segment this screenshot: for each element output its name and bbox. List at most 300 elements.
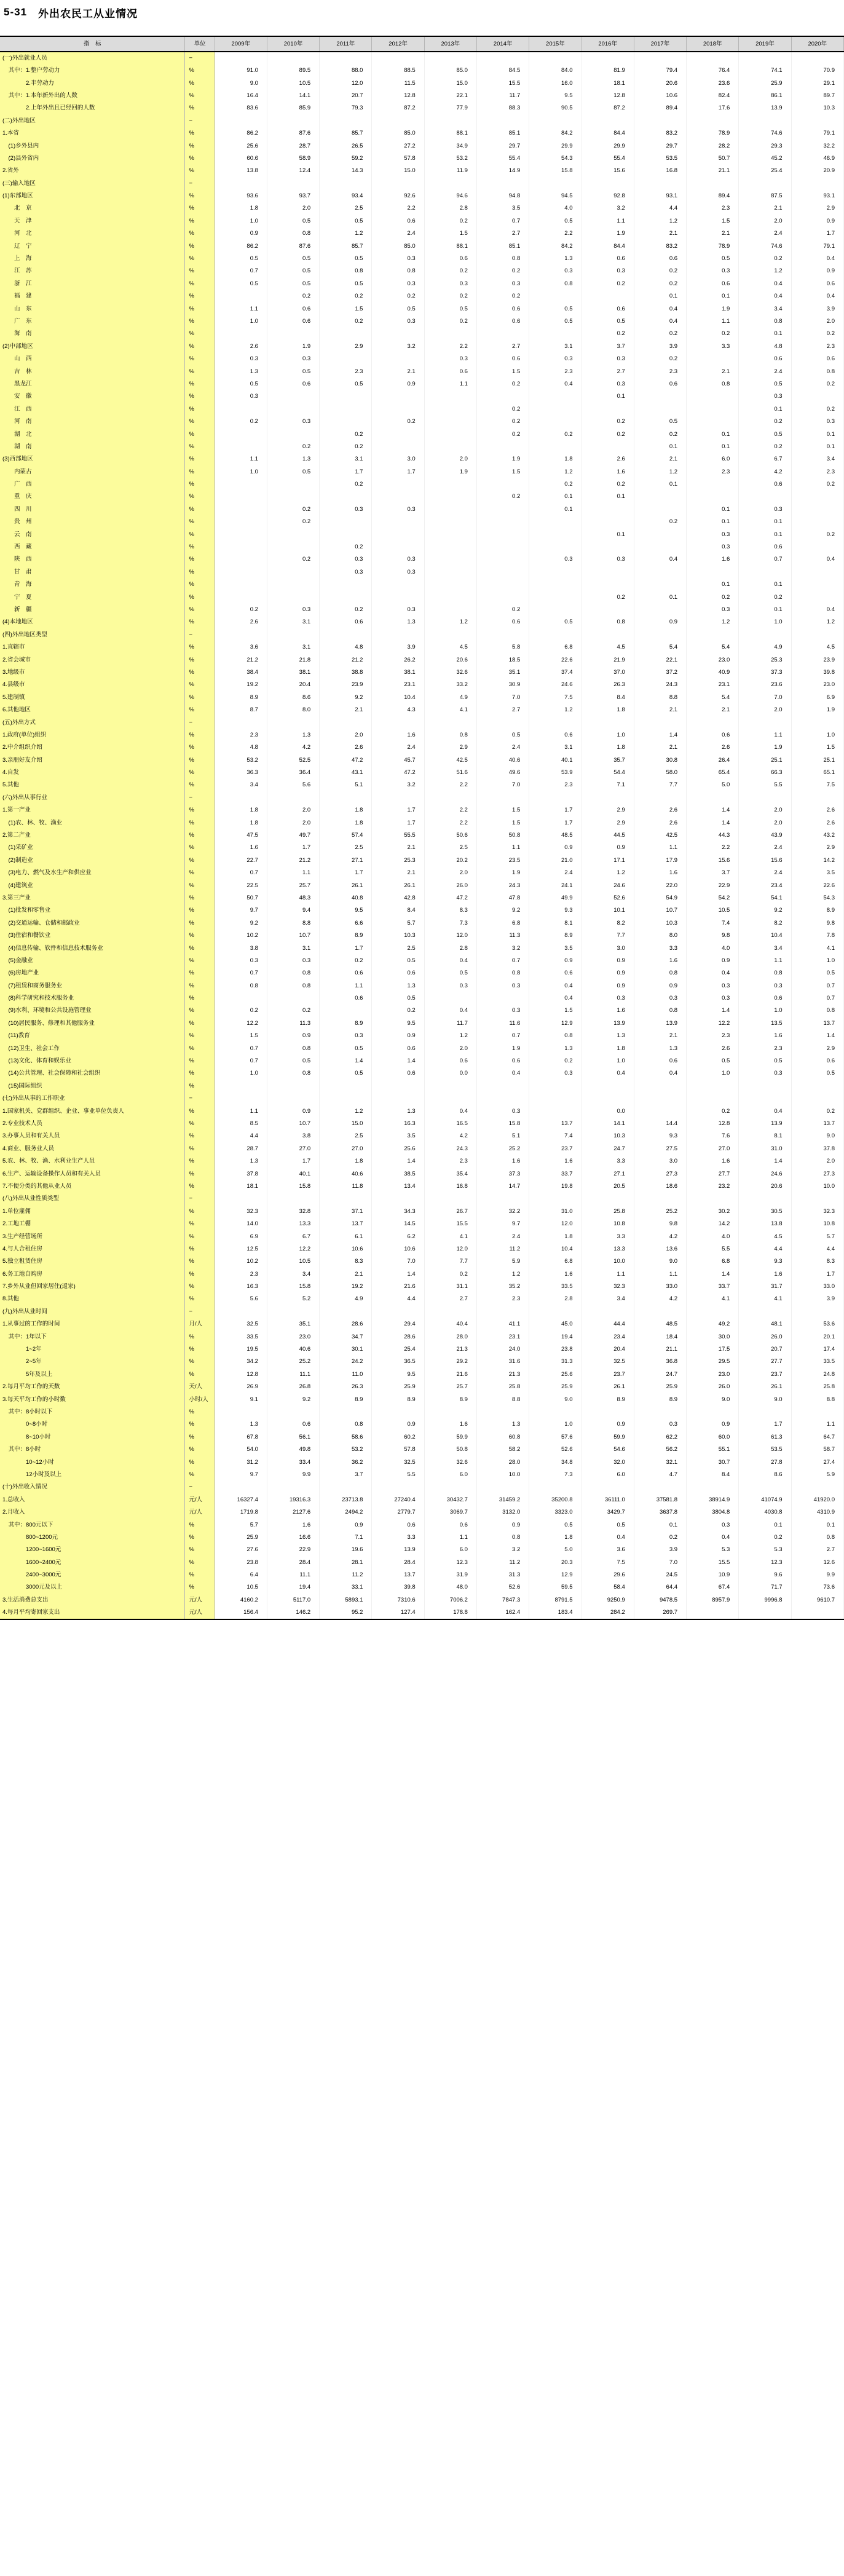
row-unit: %	[185, 967, 215, 979]
row-value	[476, 591, 529, 603]
row-value: 0.7	[215, 967, 267, 979]
row-value	[476, 52, 529, 65]
row-unit: %	[185, 1206, 215, 1218]
row-value	[267, 579, 319, 591]
row-value: 33.0	[791, 1281, 843, 1293]
row-value: 0.7	[476, 215, 529, 227]
row-value: 40.1	[267, 1167, 319, 1180]
row-value: 0.2	[634, 328, 686, 340]
row-value: 2127.6	[267, 1506, 319, 1519]
row-unit: %	[185, 1343, 215, 1356]
row-value: 0.1	[791, 441, 843, 453]
row-value: 10.0	[582, 1255, 634, 1268]
row-value: 25.6	[529, 1369, 582, 1381]
row-value: 25.1	[739, 754, 791, 766]
row-label: 广 西	[0, 478, 185, 491]
row-value: 0.6	[582, 253, 634, 265]
row-unit: %	[185, 1418, 215, 1431]
row-value: 8.3	[791, 1255, 843, 1268]
row-value	[424, 1092, 476, 1105]
row-label: (4)建筑业	[0, 879, 185, 891]
row-value: 0.5	[320, 378, 372, 390]
row-value: 7.6	[687, 1130, 739, 1142]
row-value: 0.2	[215, 416, 267, 428]
row-value: 74.6	[739, 240, 791, 252]
row-value: 2.5	[320, 1130, 372, 1142]
row-value: 0.5	[215, 278, 267, 290]
row-value	[739, 716, 791, 729]
row-value: 28.7	[267, 140, 319, 152]
row-value: 18.1	[215, 1180, 267, 1193]
row-value: 25.8	[791, 1381, 843, 1393]
row-value	[687, 1193, 739, 1205]
row-unit: %	[185, 90, 215, 102]
row-value: 7.5	[791, 779, 843, 791]
row-value: 27.2	[372, 140, 424, 152]
row-unit: %	[185, 816, 215, 829]
row-value: 0.6	[582, 302, 634, 315]
row-unit: %	[185, 1030, 215, 1042]
row-value: 2.2	[424, 804, 476, 816]
row-value: 5.7	[791, 1230, 843, 1243]
row-value	[320, 716, 372, 729]
row-unit: %	[185, 666, 215, 679]
table-row	[0, 904, 844, 917]
row-value: 0.3	[372, 566, 424, 579]
table-row	[0, 1030, 844, 1042]
row-value: 0.7	[215, 867, 267, 879]
table-row	[0, 704, 844, 716]
row-value: 23.7	[582, 1369, 634, 1381]
row-value: 0.9	[791, 215, 843, 227]
row-value	[791, 115, 843, 127]
row-value: 0.3	[267, 604, 319, 616]
row-value: 53.6	[791, 1318, 843, 1330]
row-value: 0.5	[529, 302, 582, 315]
row-value: 3.1	[320, 453, 372, 465]
row-value: 38.5	[372, 1167, 424, 1180]
row-value: 12.9	[529, 1569, 582, 1581]
row-value: 41920.0	[791, 1494, 843, 1506]
row-value: 9.3	[739, 1255, 791, 1268]
row-value: 49.6	[476, 767, 529, 779]
row-value: 2.6	[634, 804, 686, 816]
table-row	[0, 1268, 844, 1281]
row-value: 23.1	[687, 679, 739, 691]
row-value: 30.7	[687, 1456, 739, 1468]
row-unit: %	[185, 992, 215, 1005]
row-unit: %	[185, 729, 215, 741]
row-value: 12.0	[424, 1243, 476, 1255]
row-value: 23.0	[687, 654, 739, 666]
row-value: 0.8	[791, 1531, 843, 1544]
header-year: 2014年	[476, 37, 529, 52]
row-value: 1.1	[634, 842, 686, 854]
row-value	[476, 328, 529, 340]
row-value: 0.3	[476, 1005, 529, 1017]
row-value	[476, 478, 529, 491]
row-value: 1.2	[476, 1268, 529, 1281]
row-value: 32.3	[582, 1281, 634, 1293]
row-unit: %	[185, 1180, 215, 1193]
row-value: 28.4	[372, 1556, 424, 1568]
table-row	[0, 1042, 844, 1054]
row-value: 0.1	[634, 290, 686, 302]
row-value: 23.8	[529, 1343, 582, 1356]
row-value: 55.4	[582, 152, 634, 165]
row-value	[267, 1406, 319, 1418]
row-value: 37.4	[529, 666, 582, 679]
row-unit: −	[185, 629, 215, 641]
row-value: 7.5	[582, 1556, 634, 1568]
row-value: 67.8	[215, 1431, 267, 1444]
row-unit: −	[185, 115, 215, 127]
row-value: 13.9	[739, 102, 791, 114]
row-value: 1.9	[267, 341, 319, 353]
row-value: 2.4	[739, 227, 791, 240]
row-value: 2.6	[791, 816, 843, 829]
row-value: 2.0	[739, 704, 791, 716]
row-value: 30.9	[476, 679, 529, 691]
row-label: (1)批发和零售业	[0, 904, 185, 917]
row-value: 1.8	[582, 704, 634, 716]
row-value: 0.2	[267, 441, 319, 453]
row-label: 湖 北	[0, 428, 185, 440]
row-value	[582, 403, 634, 416]
row-unit: %	[185, 980, 215, 992]
row-value: 25.4	[372, 1343, 424, 1356]
row-value: 0.9	[634, 616, 686, 628]
row-value	[424, 403, 476, 416]
row-value: 19.2	[320, 1281, 372, 1293]
row-value: 39.8	[791, 666, 843, 679]
row-value: 1.9	[424, 466, 476, 478]
row-value: 22.6	[791, 879, 843, 891]
row-value: 25.2	[634, 1206, 686, 1218]
row-value: 32.2	[476, 1206, 529, 1218]
row-value: 0.4	[791, 253, 843, 265]
row-value: 26.2	[372, 654, 424, 666]
row-value: 4.7	[634, 1469, 686, 1481]
row-value: 0.5	[529, 616, 582, 628]
row-value	[215, 1080, 267, 1092]
row-value: 0.6	[634, 253, 686, 265]
row-unit: %	[185, 403, 215, 416]
row-value	[529, 516, 582, 528]
row-value	[372, 478, 424, 491]
row-value: 20.6	[739, 1180, 791, 1193]
row-value: 1.9	[476, 867, 529, 879]
table-row	[0, 290, 844, 302]
row-value	[529, 541, 582, 553]
row-label: 贵 州	[0, 516, 185, 528]
row-value: 5.3	[687, 1544, 739, 1556]
row-value: 30432.7	[424, 1494, 476, 1506]
row-value: 50.8	[476, 829, 529, 842]
row-value: 8.2	[582, 917, 634, 930]
row-value: 33.7	[529, 1167, 582, 1180]
row-value: 10.7	[634, 904, 686, 917]
row-value: 93.4	[320, 190, 372, 202]
row-value: 29.3	[739, 140, 791, 152]
row-value: 6.7	[739, 453, 791, 465]
row-value: 0.2	[582, 328, 634, 340]
row-value: 27240.4	[372, 1494, 424, 1506]
table-row	[0, 829, 844, 842]
row-value	[424, 478, 476, 491]
row-unit: %	[185, 1581, 215, 1594]
row-value: 2.3	[424, 1155, 476, 1167]
row-value: 12.8	[582, 90, 634, 102]
row-value: 3.2	[372, 341, 424, 353]
row-value	[320, 528, 372, 540]
row-value: 0.9	[476, 1519, 529, 1531]
row-value	[634, 604, 686, 616]
row-value	[634, 115, 686, 127]
row-value: 2.4	[476, 741, 529, 754]
row-value: 52.6	[529, 1444, 582, 1456]
row-value: 3.6	[582, 1544, 634, 1556]
row-label: (2)县外省内	[0, 152, 185, 165]
row-value: 16.3	[215, 1281, 267, 1293]
row-value: 1.7	[267, 1155, 319, 1167]
row-value	[215, 1481, 267, 1493]
row-value	[529, 390, 582, 403]
header-indicator: 指 标	[0, 37, 185, 52]
row-value	[267, 491, 319, 503]
row-value: 2.2	[424, 816, 476, 829]
row-value: 0.0	[424, 1067, 476, 1080]
row-value: 19.6	[320, 1544, 372, 1556]
table-row	[0, 65, 844, 77]
row-value	[424, 716, 476, 729]
row-value	[372, 528, 424, 540]
row-value: 30.5	[739, 1206, 791, 1218]
row-value: 47.8	[476, 892, 529, 904]
row-value: 23.6	[687, 77, 739, 89]
table-row	[0, 816, 844, 829]
row-value: 20.4	[267, 679, 319, 691]
row-value: 162.4	[476, 1606, 529, 1619]
row-value	[320, 178, 372, 190]
row-value: 26.8	[267, 1381, 319, 1393]
row-value: 2.2	[424, 779, 476, 791]
row-value: 18.1	[582, 77, 634, 89]
row-value: 4.4	[372, 1293, 424, 1305]
row-value: 3.5	[476, 202, 529, 215]
row-value: 0.3	[424, 278, 476, 290]
row-value: 0.2	[320, 315, 372, 328]
row-label: 天 津	[0, 215, 185, 227]
row-value: 16.3	[372, 1118, 424, 1130]
row-value: 0.2	[476, 265, 529, 277]
row-value	[791, 516, 843, 528]
row-value: 8.8	[267, 917, 319, 930]
row-value: 1.2	[320, 227, 372, 240]
row-value: 7.0	[476, 779, 529, 791]
table-row	[0, 1381, 844, 1393]
row-value: 1.3	[215, 365, 267, 377]
row-value: 0.6	[372, 967, 424, 979]
row-value	[424, 52, 476, 65]
row-value: 56.1	[267, 1431, 319, 1444]
row-value: 87.2	[372, 102, 424, 114]
row-value: 4.5	[791, 641, 843, 654]
row-value: 22.6	[529, 654, 582, 666]
row-value	[634, 1406, 686, 1418]
row-value: 14.2	[687, 1218, 739, 1230]
row-value: 54.3	[791, 892, 843, 904]
row-value: 0.4	[634, 315, 686, 328]
row-value: 15.6	[582, 165, 634, 177]
row-value: 23.7	[529, 1143, 582, 1155]
row-value: 43.1	[320, 767, 372, 779]
row-value: 28.4	[267, 1556, 319, 1568]
row-value: 27.0	[267, 1143, 319, 1155]
row-value: 2.7	[476, 227, 529, 240]
row-label: 2.月收入	[0, 1506, 185, 1519]
row-value: 8.9	[320, 1393, 372, 1405]
row-unit: %	[185, 1519, 215, 1531]
row-value: 23.0	[267, 1330, 319, 1343]
row-label: 上 海	[0, 253, 185, 265]
row-value: 4.1	[424, 704, 476, 716]
row-label: (九)外出从业时间	[0, 1306, 185, 1318]
row-unit: %	[185, 842, 215, 854]
row-value: 2.4	[476, 1230, 529, 1243]
row-value: 0.3	[372, 504, 424, 516]
row-value: 12.0	[529, 1218, 582, 1230]
row-value: 3.9	[372, 641, 424, 654]
row-value: 7.7	[582, 930, 634, 942]
row-value	[372, 178, 424, 190]
row-value: 6.0	[582, 1469, 634, 1481]
row-value: 33.5	[215, 1330, 267, 1343]
row-value: 2.7	[791, 1544, 843, 1556]
row-value: 1.2	[791, 616, 843, 628]
row-value	[791, 390, 843, 403]
row-value	[320, 1005, 372, 1017]
row-label: 江 西	[0, 403, 185, 416]
row-value: 0.1	[687, 504, 739, 516]
row-value	[687, 403, 739, 416]
table-row	[0, 1506, 844, 1519]
row-value: 10.3	[372, 930, 424, 942]
row-label: 四 川	[0, 504, 185, 516]
row-value: 2494.2	[320, 1506, 372, 1519]
row-value	[320, 1306, 372, 1318]
row-value	[582, 1080, 634, 1092]
row-value: 0.3	[424, 353, 476, 365]
row-value: 32.8	[267, 1206, 319, 1218]
row-value: 2.6	[687, 1042, 739, 1054]
row-value: 10.5	[267, 1255, 319, 1268]
row-value	[791, 52, 843, 65]
row-value	[320, 328, 372, 340]
row-label: (1)东部地区	[0, 190, 185, 202]
row-value: 49.8	[267, 1444, 319, 1456]
row-value: 4.8	[215, 741, 267, 754]
row-value: 2.3	[791, 466, 843, 478]
row-value: 4.5	[739, 1230, 791, 1243]
row-value: 11.0	[320, 1369, 372, 1381]
row-value: 1.0	[687, 1067, 739, 1080]
row-value: 28.6	[320, 1318, 372, 1330]
row-value: 0.8	[739, 315, 791, 328]
row-unit: %	[185, 290, 215, 302]
row-value	[739, 1481, 791, 1493]
table-row	[0, 1155, 844, 1167]
row-value: 57.4	[320, 829, 372, 842]
row-value: 74.1	[739, 65, 791, 77]
row-unit: %	[185, 365, 215, 377]
row-unit: %	[185, 741, 215, 754]
row-value: 0.3	[582, 265, 634, 277]
row-value: 2.1	[320, 1268, 372, 1281]
row-value: 3.3	[634, 942, 686, 954]
row-value: 93.1	[634, 190, 686, 202]
table-row	[0, 1143, 844, 1155]
row-value: 37.3	[739, 666, 791, 679]
row-label: 其中：800元以下	[0, 1519, 185, 1531]
row-value: 48.5	[634, 1318, 686, 1330]
row-value: 11.1	[267, 1569, 319, 1581]
row-value	[476, 390, 529, 403]
row-unit: %	[185, 1042, 215, 1054]
row-value: 25.9	[215, 1531, 267, 1544]
row-label: (15)国际组织	[0, 1080, 185, 1092]
table-row	[0, 1494, 844, 1506]
row-value: 30.8	[634, 754, 686, 766]
table-row	[0, 579, 844, 591]
row-value: 33.0	[634, 1281, 686, 1293]
row-value: 1.1	[791, 1418, 843, 1431]
row-value	[634, 528, 686, 540]
row-value: 1.2	[320, 1105, 372, 1117]
row-value	[372, 1306, 424, 1318]
row-value	[215, 579, 267, 591]
row-value	[372, 403, 424, 416]
row-value: 84.4	[582, 127, 634, 140]
row-value: 31.1	[424, 1281, 476, 1293]
row-value: 0.2	[424, 215, 476, 227]
table-row	[0, 1519, 844, 1531]
row-value: 0.8	[320, 265, 372, 277]
row-value: 1.7	[529, 804, 582, 816]
row-unit: %	[185, 1406, 215, 1418]
header-unit: 单位	[185, 37, 215, 52]
row-value: 12.4	[267, 165, 319, 177]
row-value: 0.8	[529, 278, 582, 290]
row-value: 19.4	[267, 1581, 319, 1594]
row-value: 0.3	[529, 353, 582, 365]
row-value	[476, 566, 529, 579]
row-value: 0.6	[476, 616, 529, 628]
row-value	[372, 1481, 424, 1493]
row-value: 0.6	[739, 478, 791, 491]
row-unit: %	[185, 1330, 215, 1343]
row-value: 59.9	[424, 1431, 476, 1444]
row-label: 7.不便分类的其他从业人员	[0, 1180, 185, 1193]
row-value: 8.3	[424, 904, 476, 917]
row-value: 0.2	[634, 278, 686, 290]
row-label: 浙 江	[0, 278, 185, 290]
table-row	[0, 528, 844, 540]
table-row	[0, 1055, 844, 1067]
row-value: 0.8	[476, 967, 529, 979]
row-value: 8.9	[424, 1393, 476, 1405]
row-value	[582, 52, 634, 65]
